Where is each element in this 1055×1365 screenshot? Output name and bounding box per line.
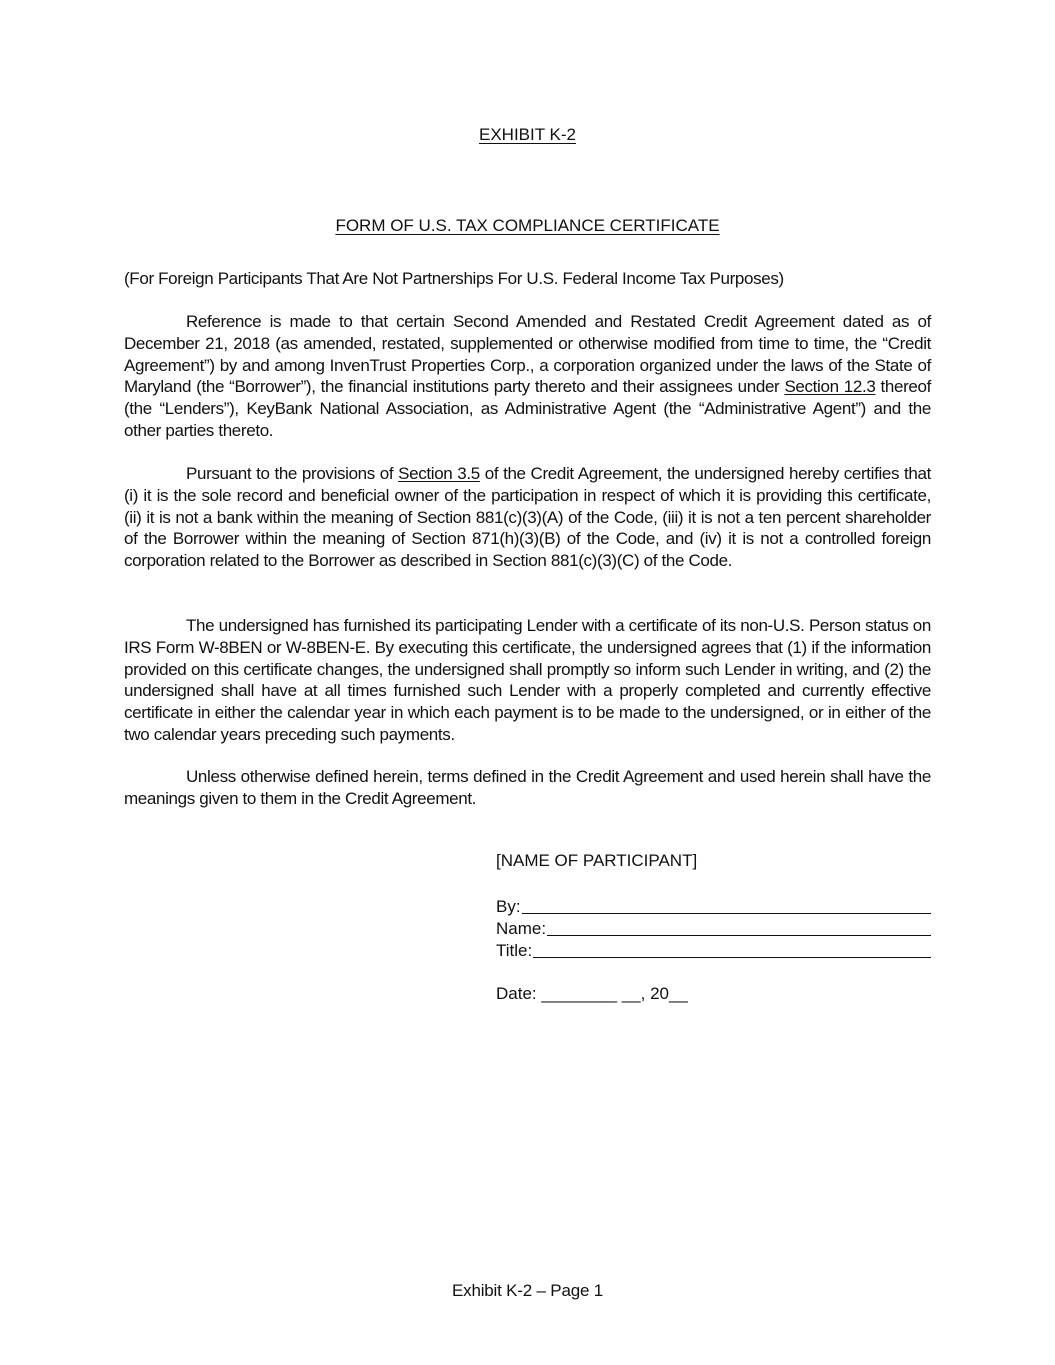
page-footer: Exhibit K-2 – Page 1 bbox=[452, 1281, 603, 1300]
by-row bbox=[496, 895, 931, 917]
by-label: By: bbox=[496, 897, 521, 916]
furnished-certificate-paragraph: The undersigned has furnished its participating Lender with a certificate of its non-U.S. Person status on IRS Form W-8BEN or W-8BEN-E. By executing this certificate, the undersigned agrees that (1) if the information provided on this certificate changes, the undersigned shall promptly so inform such Lender in writing, and (2) the undersigned shall have at all times furnished such Lender with a properly completed and currently effective certificate in either the calendar year in which each payment is to be made to the undersigned, or in either of the two calendar years preceding such payments. bbox=[124, 616, 931, 744]
reference-text-start: Reference is made to that certain Second Amended and Restated Credit Agreement dated as of December 21, 2018 (as amended, restated, supplemented or otherwise modified from time to time, the “Credit Agreement”) by and among InvenTrust Properties Corp., a corporation organized under the laws of the State of Maryland (the “Borrower”), the financial institutions party thereto and their assignees under bbox=[124, 312, 931, 397]
name-label: Name: bbox=[496, 919, 547, 938]
title-line bbox=[533, 957, 931, 958]
signature-block bbox=[496, 895, 931, 961]
title-label: Title: bbox=[496, 941, 533, 960]
section-12-3-reference: Section 12.3 bbox=[784, 377, 876, 397]
certification-text-end: of the Credit Agreement, the undersigned hereby certifies that (i) it is the sole record and beneficial owner of the participation in respect of which it is providing this certificate, (ii) it is not a bank within the meaning of Section 881(c)(3)(A) of the Code, (iii) it is not a ten percent shareholder of the Borrower within the meaning of Section 871(h)(3)(B) of the Code, and (iv) it is not a controlled foreign corporation related to the Borrower as described in Section 881(c)(3)(C) of the Code. bbox=[124, 464, 931, 571]
reference-paragraph bbox=[124, 311, 931, 442]
form-subtitle: (For Foreign Participants That Are Not Partnerships For U.S. Federal Income Tax Purposes) bbox=[124, 269, 784, 288]
reference-text-end: thereof (the “Lenders”), KeyBank National Association, as Administrative Agent (the “Administrative Agent”) and the other parties thereto. bbox=[124, 377, 931, 440]
definitions-paragraph: Unless otherwise defined herein, terms defined in the Credit Agreement and used herein shall have the meanings given to them in the Credit Agreement. bbox=[124, 767, 931, 808]
by-signature-line bbox=[522, 913, 931, 914]
certification-text-start: Pursuant to the provisions of bbox=[186, 464, 399, 483]
exhibit-title: EXHIBIT K-2 bbox=[479, 125, 576, 144]
title-row bbox=[496, 939, 931, 961]
date-line: Date: ________ __, 20__ bbox=[496, 984, 688, 1003]
section-3-5-reference: Section 3.5 bbox=[398, 464, 480, 483]
form-title: FORM OF U.S. TAX COMPLIANCE CERTIFICATE bbox=[335, 216, 720, 235]
participant-name: [NAME OF PARTICIPANT] bbox=[496, 851, 698, 870]
name-row bbox=[496, 917, 931, 939]
certification-paragraph bbox=[124, 463, 931, 572]
name-line bbox=[547, 935, 931, 936]
